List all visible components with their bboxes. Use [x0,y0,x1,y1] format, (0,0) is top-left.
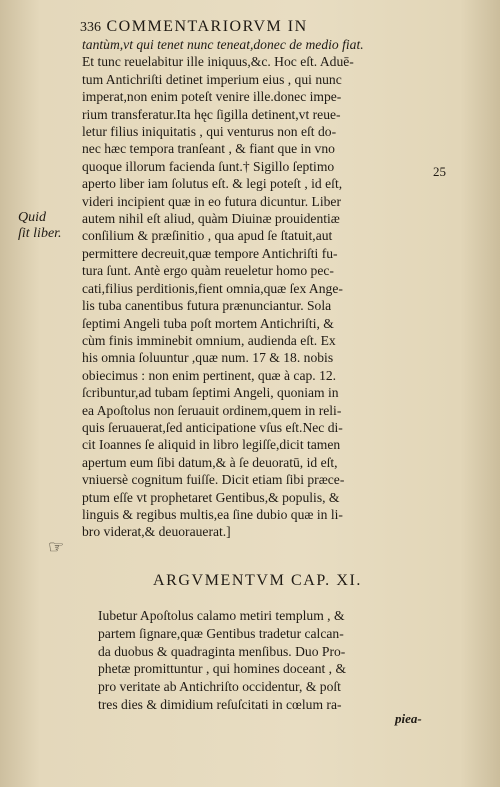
text-line: rium transferatur.Ita hęc ſigilla detinent,vt reue- [82,106,341,122]
text-line: videri incipient quæ in eo futura dicuntur. Liber [82,193,341,209]
text-line: ſcribuntur,ad tubam ſeptimi Angeli, quoniam in [82,385,339,401]
text-line: da duobus & quadraginta menſibus. Duo Pro- [98,643,346,659]
text-line: permittere decreuit,quæ tempore Antichriſti fu- [82,245,338,261]
text-line: cit Ioannes ſe aliquid in libro legiſſe,dicit tamen [82,437,341,453]
text-line: lis tuba canentibus futura prænunciantur. Sola [82,298,332,314]
text-line: his omnia ſoluuntur ,quæ num. 17 & 18. nobis [82,350,334,366]
page-header [80,18,440,36]
text-line: bro viderat,& deuorauerat.] [82,524,231,540]
text-line: obiecimus : non enim pertinent, quæ à cap. 12. [82,367,337,383]
text-line: Et tunc reuelabitur ille iniquus,&c. Hoc eſt. Aduē- [82,54,354,70]
text-line: nec hæc tempora tranſeant , & fiant que in vno [82,141,335,157]
text-line: letur filius iniquitatis , qui venturus non eſt do- [82,124,337,140]
text-line: linguis & regibus multis,ea ſine dubio quæ in li- [82,506,343,522]
pointing-hand-icon: ☞ [48,537,65,557]
text-line: conſilium & præſinitio , qua apud ſe ſtatuit,aut [82,228,333,244]
text-line: ſeptimi Angeli tuba poſt mortem Antichriſti, & [82,315,334,331]
text-line: tres dies & dimidium reſuſcitati in cœlum ra- [98,696,342,712]
text-line: quis ſeruauerat,ſed anticipatione vſus eſt.Nec di- [82,419,343,435]
margin-note [18,210,62,242]
margin-note-line: Quid [18,210,46,225]
body-text [82,36,430,541]
text-line: vniuersè cognitum fuiſſe. Dicit etiam ſibi præce- [82,472,345,488]
chapter-heading: ARGVMENTVM CAP. XI. [152,572,363,589]
page-number: 336 [80,20,101,35]
text-line: partem ſignare,quæ Gentibus tradetur calcan- [98,625,344,641]
text-line: quoque illorum facienda ſunt.† Sigillo ſeptimo [82,158,335,174]
text-line: tura ſunt. Antè ergo quàm reueletur homo pec- [82,263,334,279]
text-line: phetæ promittuntur , qui homines doceant , & [98,661,347,677]
text-line: Iubetur Apoſtolus calamo metiri templum , & [98,608,345,623]
argument-text [98,607,430,714]
text-line: ptum eſſe vt prophetaret Gentibus,& populis, & [82,489,340,505]
text-line: ea Apoſtolus non ſeruauit ordinem,quem in reli- [82,402,342,418]
text-line: tum Antichriſti detinet imperium eius , qui nunc [82,71,342,87]
text-line: autem nihil eſt aliud, quàm Diuinæ prouidentiæ [82,211,340,227]
text-line: pro veritate ab Antichriſto occidentur, & poſt [98,679,341,695]
text-line: cati,filius perditionis,fient omnia,quæ ſex Ange- [82,280,343,296]
margin-note-line: ſit liber. [18,226,62,241]
text-line: apertum eum ſibi datum,& à ſe deuoratū, id eſt, [82,454,338,470]
catchword: piea- [395,711,422,726]
margin-line-number: 25 [433,164,446,179]
text-line: cùm finis imminebit omnium, audienda eſt. Ex [82,332,336,348]
text-line: tantùm,vt qui tenet nunc teneat,donec de medio fiat. [82,37,364,52]
text-line: aperto liber iam ſolutus eſt. & legi poteſt , id eſt, [82,176,343,192]
text-line: imperat,non enim poteſt venire ille.donec impe- [82,89,342,105]
running-title: COMMENTARIORVM IN [106,18,308,35]
